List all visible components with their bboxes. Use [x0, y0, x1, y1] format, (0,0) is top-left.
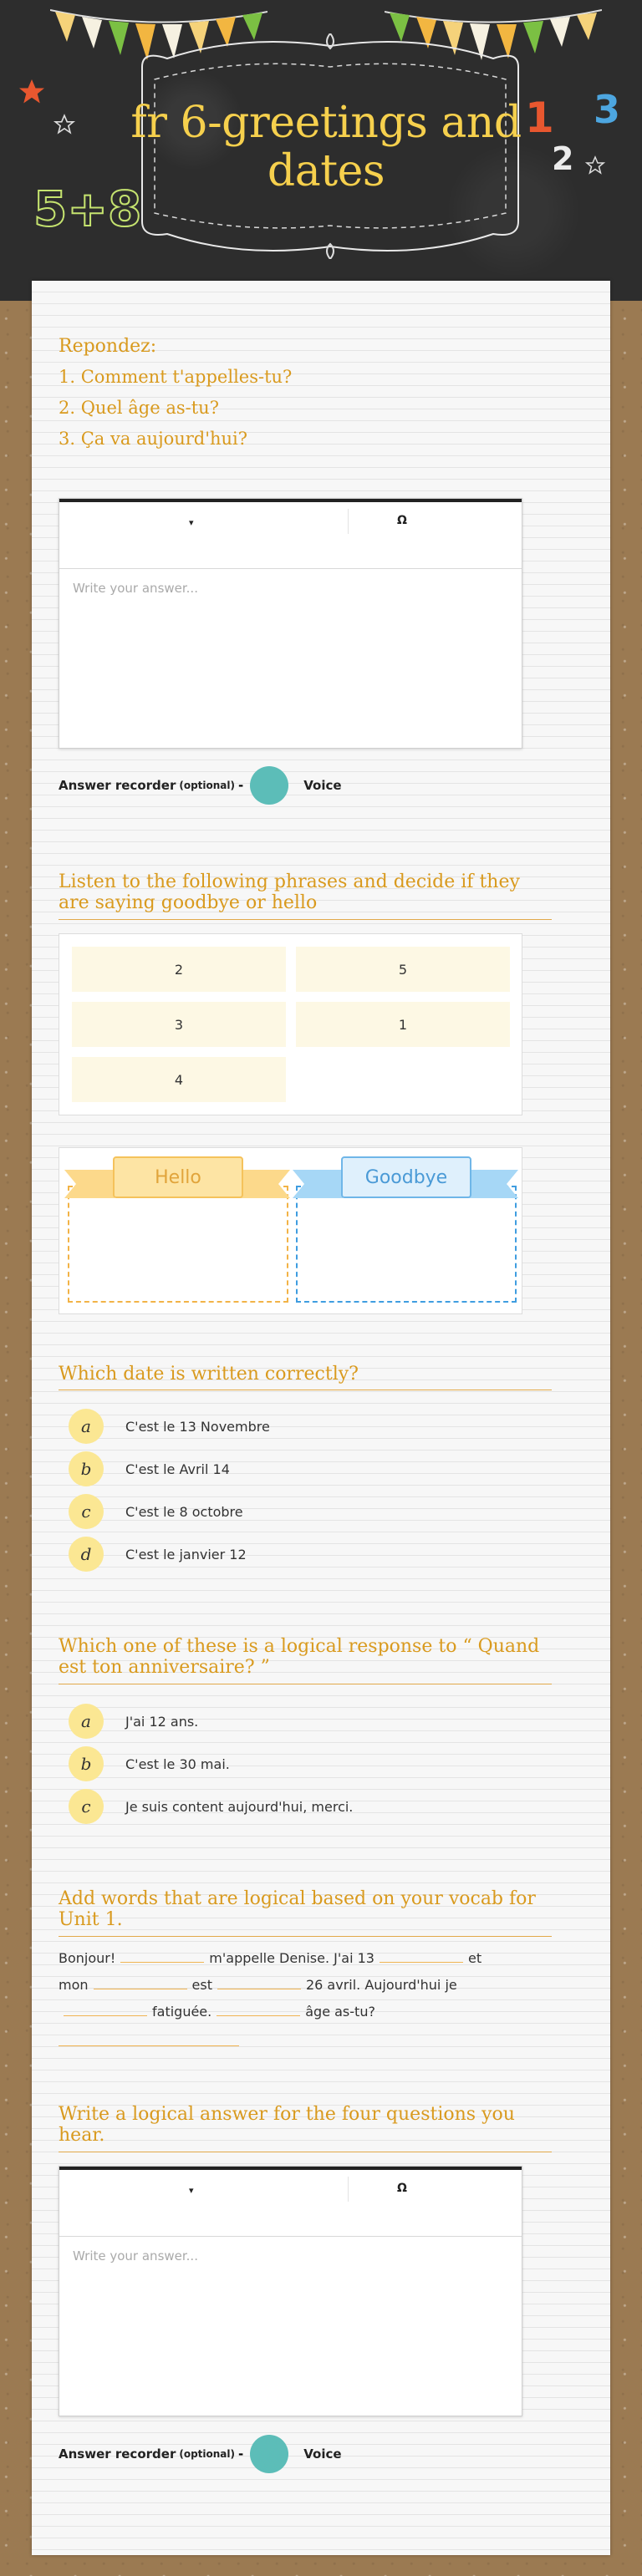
choice-c[interactable]: [69, 1790, 353, 1823]
answer-input[interactable]: Write your answer...: [73, 2248, 198, 2264]
blank-input[interactable]: [380, 1948, 463, 1963]
hello-ribbon: [68, 1156, 288, 1198]
blank-input[interactable]: [59, 2045, 239, 2046]
page-title: fr 6-greetings and dates: [130, 98, 522, 196]
voice-label: Voice: [303, 778, 342, 793]
option-tile[interactable]: 4: [72, 1057, 286, 1102]
prompt-line: 1. Comment t'appelles-tu?: [59, 367, 293, 387]
question-2-title: Listen to the following phrases and decide if they are saying goodbye or hello: [59, 871, 552, 920]
choice-a[interactable]: [69, 1705, 198, 1738]
number-one-doodle: 1: [525, 94, 554, 142]
choice-letter: a: [69, 1704, 104, 1739]
star-outline-icon: [54, 114, 75, 135]
record-button[interactable]: [250, 2435, 288, 2473]
hello-bin-label: Hello: [113, 1156, 243, 1198]
choice-letter: d: [69, 1537, 104, 1572]
passage-text: fatiguée.: [152, 2004, 212, 2020]
passage-text: est: [191, 1977, 212, 1993]
choice-b[interactable]: [69, 1452, 230, 1486]
choice-text: C'est le 8 octobre: [125, 1503, 243, 1520]
recorder-label: Answer recorder: [59, 2446, 176, 2462]
option-tile[interactable]: 5: [296, 947, 510, 992]
choice-b[interactable]: [69, 1747, 230, 1781]
blank-input[interactable]: [217, 1974, 301, 1989]
goodbye-bin-label: Goodbye: [341, 1156, 471, 1198]
choice-text: C'est le Avril 14: [125, 1461, 230, 1477]
special-characters-button[interactable]: Ω: [397, 514, 407, 527]
question-4-title: Which one of these is a logical response to “ Quand est ton anniversaire? ”: [59, 1636, 552, 1684]
passage-text: âge as-tu?: [305, 2004, 375, 2020]
goodbye-drop-zone[interactable]: [296, 1186, 517, 1303]
recorder-dash: -: [238, 778, 244, 793]
record-button[interactable]: [250, 766, 288, 805]
option-tile[interactable]: 2: [72, 947, 286, 992]
fill-in-blanks: [59, 1945, 527, 2025]
choice-a[interactable]: [69, 1410, 270, 1443]
passage-text: 26 avril. Aujourd'hui je: [305, 1977, 457, 1993]
passage-text: Bonjour!: [59, 1950, 116, 1966]
goodbye-ribbon: [296, 1156, 517, 1198]
answer-recorder-1: [59, 765, 342, 806]
number-three-doodle: 3: [594, 87, 621, 132]
star-icon: [17, 77, 47, 107]
blank-input[interactable]: [94, 1974, 187, 1989]
blank-input[interactable]: [217, 2001, 300, 2016]
choice-text: Je suis content aujourd'hui, merci.: [125, 1798, 354, 1815]
toolbar-divider: [348, 2177, 349, 2202]
choice-text: J'ai 12 ans.: [125, 1713, 199, 1730]
choice-letter: c: [69, 1494, 104, 1529]
worksheet-header: [0, 0, 642, 301]
choice-text: C'est le 30 mai.: [125, 1755, 230, 1772]
sorting-bins: [59, 1147, 522, 1314]
choice-c[interactable]: [69, 1495, 243, 1528]
special-characters-button[interactable]: Ω: [397, 2182, 407, 2195]
editor-toolbar: [59, 2167, 522, 2237]
choice-text: C'est le 13 Novembre: [125, 1418, 270, 1435]
question-1-heading: Repondez:: [59, 336, 157, 357]
choice-d[interactable]: [69, 1537, 247, 1571]
option-tile[interactable]: 3: [72, 1002, 286, 1047]
choice-letter: c: [69, 1789, 104, 1824]
number-two-doodle: 2: [552, 140, 574, 177]
hello-drop-zone[interactable]: [68, 1186, 288, 1303]
choice-text: C'est le janvier 12: [125, 1546, 247, 1562]
question-1-prompts: [59, 362, 292, 455]
question-3-title: Which date is written correctly?: [59, 1364, 552, 1390]
choice-letter: a: [69, 1409, 104, 1444]
star-outline-icon: [585, 155, 605, 175]
font-dropdown-caret-icon[interactable]: ▾: [189, 2185, 194, 2196]
answer-editor-1[interactable]: [59, 498, 522, 749]
math-doodle: 5+8: [33, 180, 142, 237]
answer-recorder-2: [59, 2433, 342, 2475]
prompt-line: 2. Quel âge as-tu?: [59, 398, 219, 418]
question-6-title: Write a logical answer for the four questions you hear.: [59, 2104, 552, 2152]
font-dropdown-caret-icon[interactable]: ▾: [189, 517, 194, 528]
toolbar-divider: [348, 509, 349, 534]
answer-editor-2[interactable]: [59, 2166, 522, 2416]
editor-toolbar: [59, 499, 522, 569]
passage-text: mon: [59, 1977, 89, 1993]
blank-input[interactable]: [64, 2001, 147, 2016]
passage-text: m'appelle Denise. J'ai 13: [209, 1950, 374, 1966]
choice-letter: b: [69, 1746, 104, 1781]
recorder-optional: (optional): [179, 780, 235, 791]
recorder-dash: -: [238, 2446, 244, 2462]
recorder-label: Answer recorder: [59, 778, 176, 793]
answer-input[interactable]: Write your answer...: [73, 581, 198, 596]
option-tile[interactable]: 1: [296, 1002, 510, 1047]
blank-input[interactable]: [120, 1948, 204, 1963]
question-5-title: Add words that are logical based on your vocab for Unit 1.: [59, 1888, 552, 1937]
sortable-options: [59, 933, 522, 1115]
voice-label: Voice: [303, 2446, 342, 2462]
prompt-line: 3. Ça va aujourd'hui?: [59, 429, 248, 449]
recorder-optional: (optional): [179, 2448, 235, 2460]
choice-letter: b: [69, 1451, 104, 1486]
passage-text: et: [467, 1950, 482, 1966]
